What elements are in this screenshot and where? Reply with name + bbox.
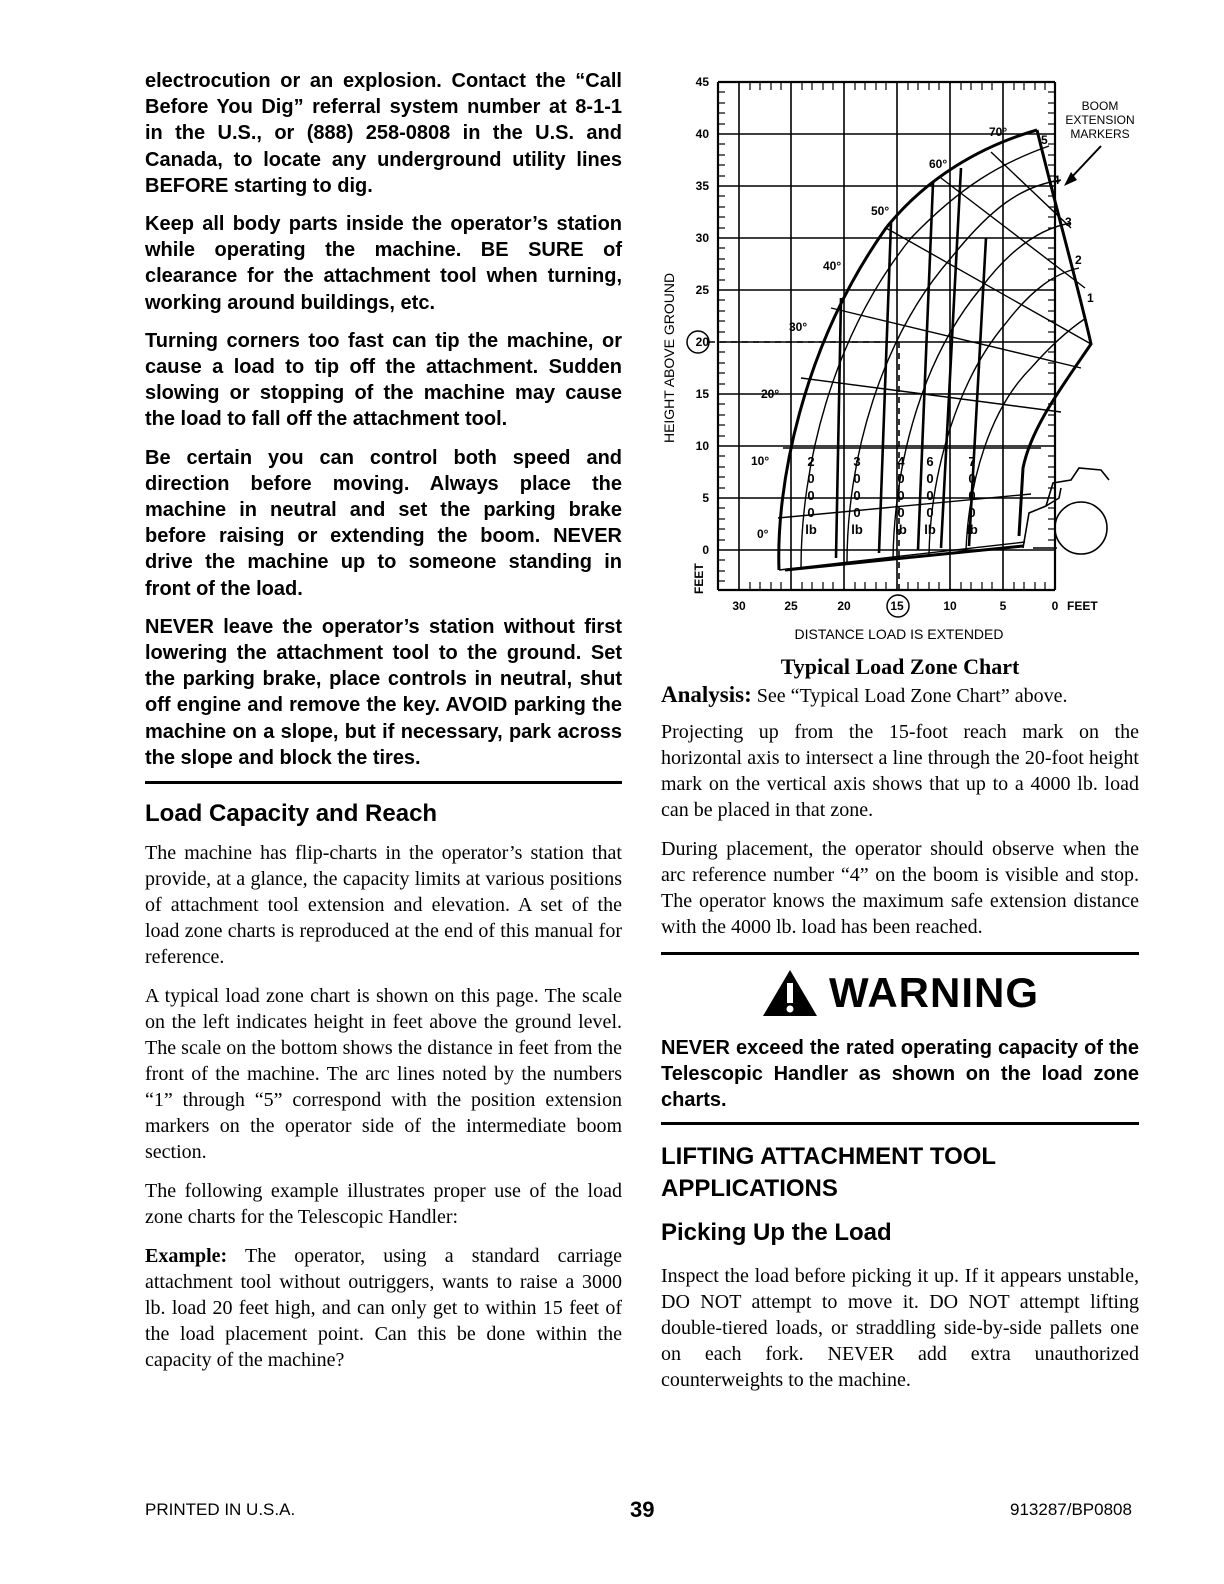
- page-number: 39: [630, 1497, 655, 1522]
- section-heading-load-capacity: Load Capacity and Reach: [145, 800, 438, 828]
- zone-digit: 4: [897, 454, 905, 469]
- paragraph-projecting: Projecting up from the 15-foot reach mark on the horizontal axis to intersect a line through the 20-foot height mark on the vertical axis shows that up to a 4000 lb. load can be placed in that zone.: [661, 721, 1139, 821]
- safety-paragraph-parking: NEVER leave the operator’s station without first lowering the attachment tool to the ground. Set the parking brake, place controls in neutral, shut off engine and remove the key. AVOID parking the machine on a slope, but if necessary, park across the slope and block the tires.: [145, 615, 622, 769]
- zone-digit: 0: [968, 488, 976, 503]
- machine-front-illustration: [1023, 468, 1109, 554]
- angle-label: 10°: [751, 454, 770, 468]
- paragraph-example-intro: The following example illustrates proper use of the load zone charts for the Telescopic Handler:: [145, 1180, 622, 1229]
- footer-document-code: 913287/BP0808: [1010, 1500, 1132, 1519]
- x-unit-label: FEET: [1067, 599, 1098, 613]
- safety-paragraph-digging: electrocution or an explosion. Contact the “Call Before You Dig” referral system number at 8-1-1 in the U.S., or (888) 258-0808 in the U.S. and Canada, to locate any underground utility lines BEFORE starting to dig.: [145, 70, 622, 197]
- y-tick-label: 30: [695, 231, 709, 245]
- zone-unit: lb: [924, 522, 936, 537]
- zone-digit: 0: [926, 488, 934, 503]
- angle-label: 40°: [823, 259, 842, 273]
- zone-digit: 0: [897, 488, 905, 503]
- zone-digit: 3: [853, 454, 861, 469]
- zone-digit: 2: [807, 454, 815, 469]
- warning-bottom-rule: [661, 1122, 1139, 1125]
- y-tick-label: 20: [695, 335, 709, 349]
- paragraph-example: [145, 1243, 622, 1373]
- y-tick-label: 15: [695, 387, 709, 401]
- x-tick-label: 10: [943, 599, 957, 613]
- zone-digit: 0: [853, 505, 861, 520]
- y-tick-label: 35: [695, 179, 709, 193]
- right-column: [661, 68, 1139, 1406]
- y-tick-label: 45: [695, 75, 709, 89]
- x-tick-label: 20: [837, 599, 851, 613]
- zone-digit: 0: [968, 505, 976, 520]
- chart-caption: Typical Load Zone Chart: [780, 654, 1020, 679]
- x-tick-label: 25: [784, 599, 798, 613]
- x-tick-label: 0: [1051, 599, 1059, 613]
- paragraph-chart-explanation: A typical load zone chart is shown on this page. The scale on the left indicates height in feet above the ground level. The scale on the bottom shows the distance in feet from the front of the machine. The arc lines noted by the numbers “1” through “5” correspond with the position extension markers on the operator side of the intermediate boom section.: [145, 985, 622, 1164]
- y-tick-label: 0: [702, 543, 709, 557]
- zone-digit: 0: [807, 505, 815, 520]
- angle-label: 50°: [871, 204, 890, 218]
- warning-text: NEVER exceed the rated operating capacity of the Telescopic Handler as shown on the load zone charts.: [661, 1037, 1139, 1112]
- zone-unit: lb: [966, 522, 978, 537]
- x-tick-label: 5: [999, 599, 1007, 613]
- section-divider: [145, 781, 622, 784]
- paragraph-flip-charts: The machine has flip-charts in the operator’s station that provide, at a glance, the capacity limits at various positions of attachment tool extension and elevation. A set of the load zone charts is reproduced at the end of this manual for reference.: [145, 842, 622, 969]
- y-tick-label: 25: [695, 283, 709, 297]
- section-heading-lifting: LIFTING ATTACHMENT TOOL APPLICATIONS: [661, 1142, 996, 1202]
- extension-marker-label: 3: [1065, 215, 1072, 229]
- extension-marker-label: 5: [1041, 133, 1048, 147]
- y-unit-label: FEET: [692, 563, 706, 594]
- extension-marker-label: 2: [1075, 253, 1082, 267]
- zone-digit: 6: [926, 454, 934, 469]
- zone-unit: lb: [805, 522, 817, 537]
- y-axis-title: HEIGHT ABOVE GROUND: [661, 272, 677, 444]
- section-heading-picking-up: Picking Up the Load: [661, 1218, 892, 1246]
- example-label: Example:: [145, 1245, 228, 1268]
- zone-digit: 0: [853, 488, 861, 503]
- footer-printed: PRINTED IN U.S.A.: [145, 1500, 296, 1519]
- warning-top-rule: [661, 952, 1139, 955]
- safety-paragraph-speed: Be certain you can control both speed and direction before moving. Always place the machine in neutral and set the parking brake before raising or extending the boom. NEVER drive the machine up to someone standing in front of the load.: [145, 446, 622, 600]
- zone-digit: 0: [926, 505, 934, 520]
- analysis-text: See “Typical Load Zone Chart” above.: [751, 685, 1068, 707]
- warning-triangle-icon: [761, 968, 819, 1018]
- safety-paragraph-corners: Turning corners too fast can tip the machine, or cause a load to tip off the attachment. Sudden slowing or stopping of the machine may cause the load to fall off the attachment tool.: [145, 329, 622, 431]
- zone-digit: 0: [897, 471, 905, 486]
- zone-digit: 0: [897, 505, 905, 520]
- warning-header: [661, 961, 1139, 1025]
- envelope-outer-arc: [779, 130, 1037, 570]
- left-column: [145, 68, 622, 1386]
- zone-digit: 0: [926, 471, 934, 486]
- extension-marker-label: 4: [1053, 173, 1060, 187]
- angle-label: 20°: [761, 387, 780, 401]
- zone-digit: 0: [853, 471, 861, 486]
- angle-label: 0°: [757, 527, 769, 541]
- extension-marker-label: 1: [1087, 291, 1094, 305]
- example-text: The operator, using a standard carriage attachment tool without outriggers, wants to raise a 3000 lb. load 20 feet high, and can only get to within 15 feet of the load placement point. Can this be done within the capacity of the machine?: [145, 1245, 622, 1372]
- y-tick-label: 5: [702, 491, 709, 505]
- x-tick-label: 30: [732, 599, 746, 613]
- analysis-label: Analysis:: [661, 682, 752, 707]
- zone-unit: lb: [851, 522, 863, 537]
- zone-digit: 0: [968, 471, 976, 486]
- y-tick-label: 40: [695, 127, 709, 141]
- markers-callout-line: EXTENSION: [1065, 113, 1135, 127]
- safety-paragraph-clearance: Keep all body parts inside the operator’s station while operating the machine. BE SURE of clearance for the attachment tool when turning, working around buildings, etc.: [145, 213, 622, 314]
- zone-digit: 0: [807, 471, 815, 486]
- zone-unit: lb: [895, 522, 907, 537]
- zone-digit: 7: [968, 454, 976, 469]
- analysis-paragraph: [661, 682, 1139, 709]
- angle-label: 60°: [929, 157, 948, 171]
- paragraph-placement: During placement, the operator should observe when the arc reference number “4” on the boom is visible and stop. The operator knows the maximum safe extension distance with the 4000 lb. load has been reached.: [661, 838, 1139, 938]
- load-zone-chart: [661, 68, 1139, 650]
- angle-label: 70°: [989, 125, 1008, 139]
- zone-digit: 0: [807, 488, 815, 503]
- warning-title: WARNING: [829, 969, 1039, 1016]
- markers-callout-line: MARKERS: [1070, 127, 1130, 141]
- markers-callout-arrow: [1069, 146, 1101, 180]
- y-tick-label: 10: [695, 439, 709, 453]
- paragraph-inspect-load: Inspect the load before picking it up. If it appears unstable, DO NOT attempt to move it. DO NOT attempt lifting double-tiered loads, or straddling side-by-side pallets one on each fork. NEVER add extra unauthorized counterweights to the machine.: [661, 1264, 1139, 1391]
- x-axis-title: DISTANCE LOAD IS EXTENDED: [794, 626, 1004, 642]
- x-tick-label: 15: [890, 599, 904, 613]
- markers-callout-line: BOOM: [1081, 99, 1119, 113]
- angle-label: 30°: [789, 320, 808, 334]
